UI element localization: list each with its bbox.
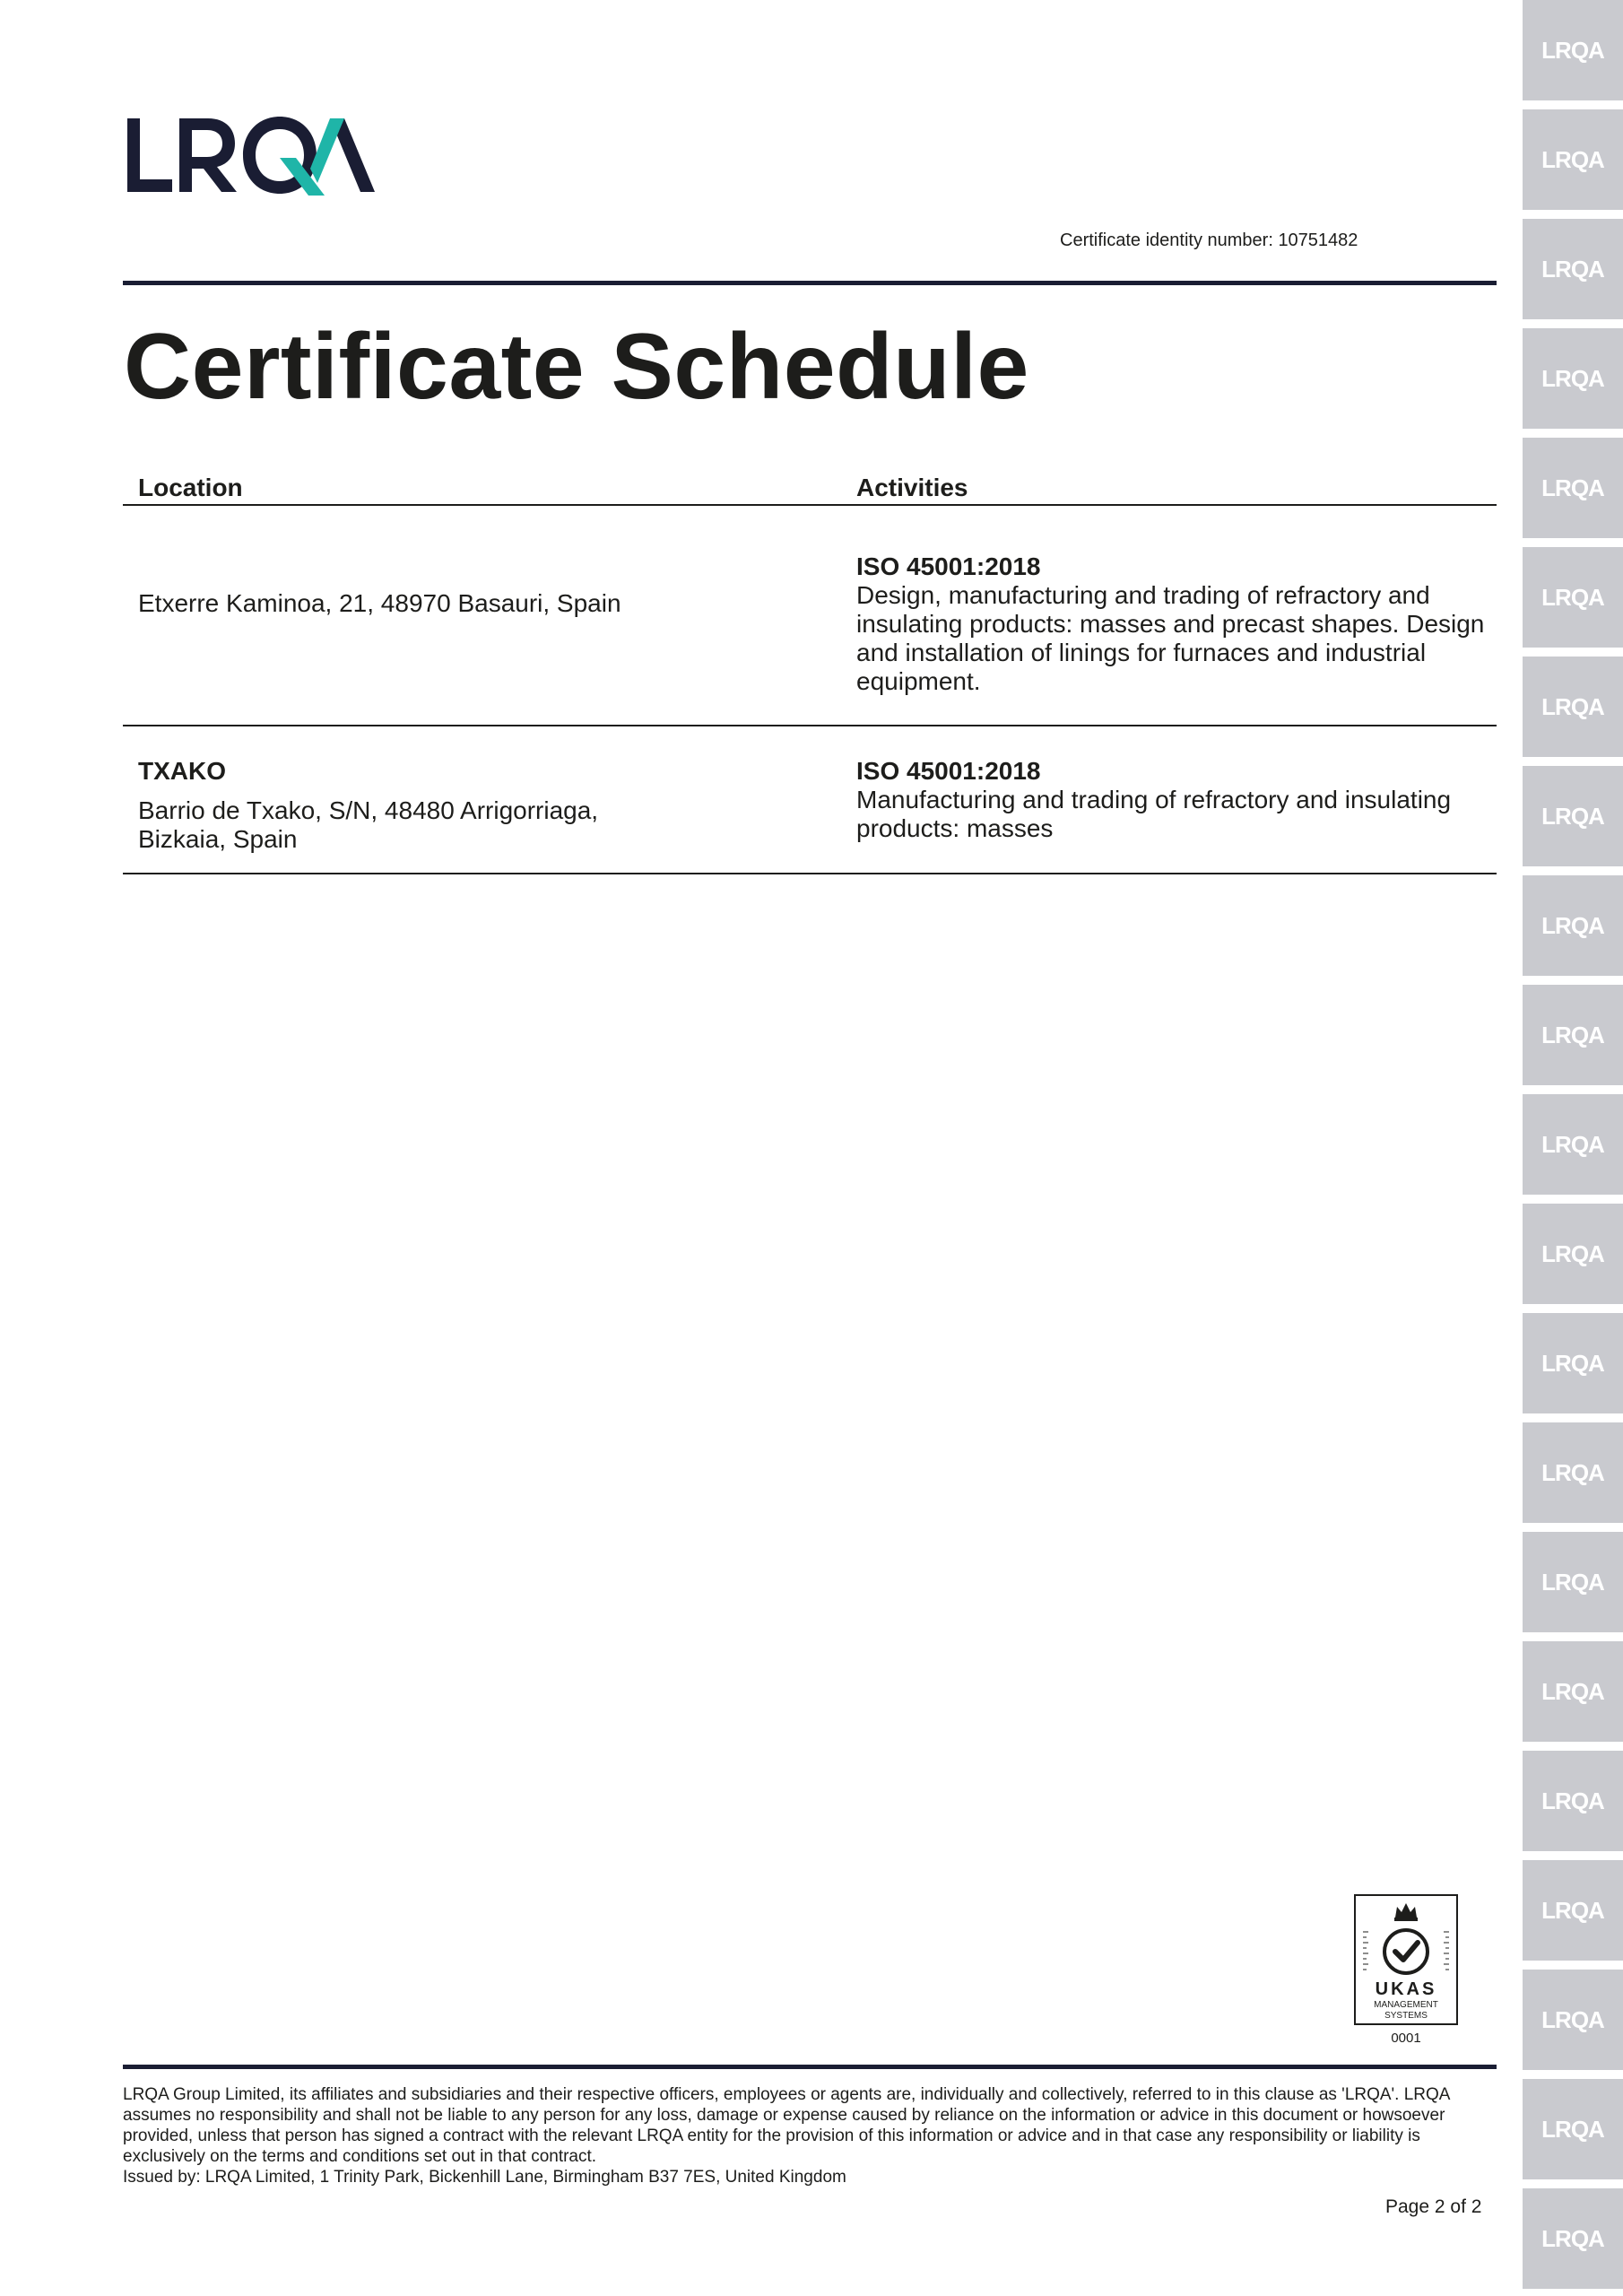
disclaimer-line: LRQA Group Limited, its affiliates and subsidiaries and their respective officers, employees or agents are, individually and collectively, referred to in this clause as 'LRQA'. LRQA [123,2085,1451,2104]
brand-tab: LRQA [1523,1751,1623,1851]
brand-tab: LRQA [1523,1204,1623,1304]
brand-tab: LRQA [1523,109,1623,210]
standard-label: ISO 45001:2018 [856,757,1041,785]
footer-disclaimer [123,2084,1508,2187]
lrqa-logo [126,115,377,197]
row-2-activities [856,757,1451,843]
row-divider [123,873,1497,874]
brand-tab: LRQA [1523,875,1623,976]
location-line: Barrio de Txako, S/N, 48480 Arrigorriaga, [138,796,599,824]
page-title: Certificate Schedule [124,315,1029,419]
row-divider [123,725,1497,726]
brand-tab: LRQA [1523,657,1623,757]
ukas-sub-systems: SYSTEMS [1384,2011,1428,2021]
column-header-location: Location [138,474,243,501]
brand-tab: LRQA [1523,1641,1623,1742]
crown-icon [1394,1903,1418,1921]
brand-tab-strip [1523,0,1623,2296]
disclaimer-line: assumes no responsibility and shall not be liable to any person for any loss, damage or expense caused by reliance on the information or advice in this document or howsoever [123,2106,1445,2125]
brand-tab: LRQA [1523,1970,1623,2070]
brand-tab: LRQA [1523,219,1623,319]
brand-tab: LRQA [1523,1094,1623,1195]
activity-line: Design, manufacturing and trading of refractory and [856,581,1430,609]
brand-tab: LRQA [1523,438,1623,538]
brand-tab: LRQA [1523,985,1623,1085]
brand-tab: LRQA [1523,1422,1623,1523]
brand-tab: LRQA [1523,1860,1623,1961]
brand-tab: LRQA [1523,1532,1623,1632]
location-line: Etxerre Kaminoa, 21, 48970 Basauri, Spain [138,589,621,617]
activity-line: products: masses [856,814,1054,842]
brand-tab: LRQA [1523,328,1623,429]
disclaimer-line: provided, unless that person has signed a contract with the relevant LRQA entity for the provision of this information or advice and in that case any responsibility or liability is [123,2126,1420,2145]
row-2-location [138,757,598,854]
brand-tab: LRQA [1523,766,1623,866]
checkmark-icon [1384,1930,1428,1973]
page-number: Page 2 of 2 [1385,2196,1482,2217]
table-header-divider [123,504,1497,506]
brand-tab: LRQA [1523,2079,1623,2179]
ukas-accreditation-code: 0001 [1391,2031,1421,2046]
brand-tab: LRQA [1523,547,1623,648]
brand-tab: LRQA [1523,0,1623,100]
activity-line: insulating products: masses and precast shapes. Design [856,610,1485,638]
activity-line: Manufacturing and trading of refractory and insulating [856,786,1452,813]
ukas-wordmark: UKAS [1375,1979,1437,1999]
footer-divider [123,2065,1497,2069]
row-1-activities [856,552,1484,696]
row-1-location [138,589,621,618]
issued-by: Issued by: LRQA Limited, 1 Trinity Park, Bickenhill Lane, Birmingham B37 7ES, United Kingdom [123,2168,846,2187]
disclaimer-line: exclusively on the terms and conditions set out in that contract. [123,2147,597,2166]
brand-tab: LRQA [1523,2188,1623,2289]
ukas-sub-management: MANAGEMENT [1374,2000,1438,2010]
ukas-accreditation-mark [1354,1894,1458,2025]
location-line: Bizkaia, Spain [138,825,298,853]
column-header-activities: Activities [856,474,968,501]
brand-tab: LRQA [1523,1313,1623,1413]
activity-line: and installation of linings for furnaces and industrial [856,639,1427,666]
location-name: TXAKO [138,757,226,785]
certificate-identity-number: Certificate identity number: 10751482 [1060,230,1358,250]
activity-line: equipment. [856,667,981,695]
header-divider [123,281,1497,285]
standard-label: ISO 45001:2018 [856,552,1041,580]
